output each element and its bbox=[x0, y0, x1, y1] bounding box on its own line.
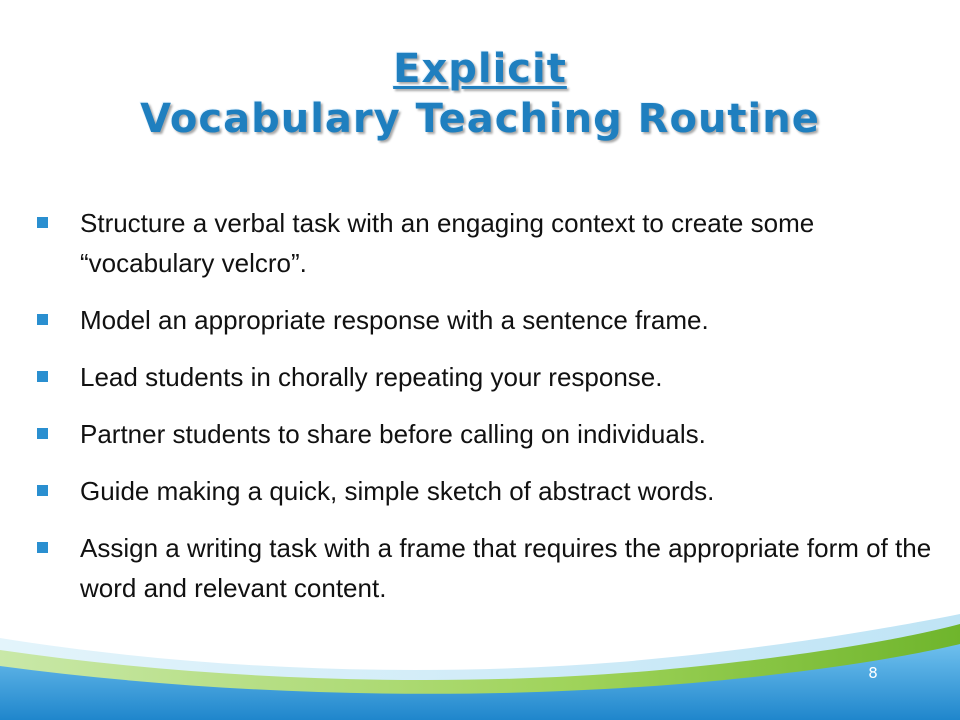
bullet-list bbox=[76, 203, 936, 625]
slide-title bbox=[0, 44, 960, 144]
bullet-item bbox=[76, 300, 936, 340]
bullet-text: Partner students to share before calling on individuals. bbox=[80, 419, 706, 449]
square-bullet-icon bbox=[37, 485, 48, 496]
footer-wave-decoration bbox=[0, 600, 960, 720]
bullet-text: Guide making a quick, simple sketch of abstract words. bbox=[80, 476, 715, 506]
bullet-item bbox=[76, 471, 936, 511]
bullet-text: Lead students in chorally repeating your response. bbox=[80, 362, 663, 392]
square-bullet-icon bbox=[37, 371, 48, 382]
page-number: 8 bbox=[868, 664, 878, 682]
bullet-item bbox=[76, 414, 936, 454]
square-bullet-icon bbox=[37, 314, 48, 325]
title-line-routine: Vocabulary Teaching Routine bbox=[140, 96, 820, 142]
bullet-item bbox=[76, 528, 936, 608]
bullet-item bbox=[76, 203, 936, 283]
bullet-text: Assign a writing task with a frame that requires the appropriate form of the word and relevant content. bbox=[80, 533, 932, 603]
square-bullet-icon bbox=[37, 217, 48, 228]
bullet-text: Structure a verbal task with an engaging context to create some “vocabulary velcro”. bbox=[80, 208, 815, 278]
square-bullet-icon bbox=[37, 542, 48, 553]
bullet-text: Model an appropriate response with a sentence frame. bbox=[80, 305, 709, 335]
square-bullet-icon bbox=[37, 428, 48, 439]
bullet-item bbox=[76, 357, 936, 397]
title-line-explicit: Explicit bbox=[393, 46, 567, 92]
